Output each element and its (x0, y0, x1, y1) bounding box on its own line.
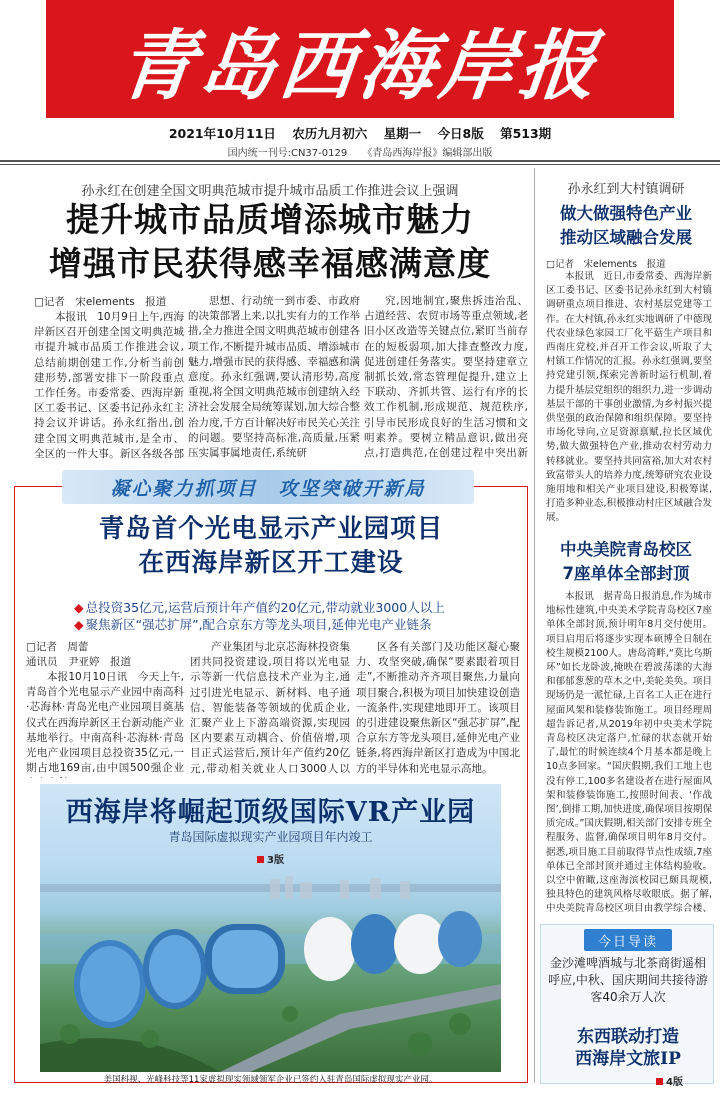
bullet-2-text: 聚焦新区“强芯扩屏”,配合京东方等龙头项目,延伸光电产业链条 (85, 617, 432, 632)
lead-column-3 (364, 294, 528, 462)
bullet-1-text: 总投资35亿元,运营后预计年产值约20亿元,带动就业3000人以上 (85, 600, 445, 615)
weekday: 星期一 (383, 126, 422, 141)
lead-byline (34, 294, 176, 309)
right-headline-line1: 做大做强特色产业 (560, 204, 692, 223)
diamond-icon: ◆ (74, 600, 84, 615)
square-icon (656, 1078, 663, 1085)
lead-column-2 (188, 294, 360, 462)
story2-headline[interactable] (14, 512, 528, 580)
story2-column-2 (190, 640, 350, 778)
date: 2021年10月11日 (168, 126, 276, 141)
right-headline-line2: 推动区域融合发展 (560, 228, 692, 247)
story2-bullet-1 (74, 598, 445, 616)
today-headline-line2: 西海岸文旅IP (575, 1049, 681, 1069)
lead-col1-text: 本报讯 10月9日上午,西海岸新区召开创建全国文明典范城市提升城市品质工作推进会议,总结前期创建工作,分析当前创建形势,部署安排下一阶段重点工作任务。市委常委、西海岸新区工委书记、区委书记孙永红主持会议并讲话。孙永红指出,创建全国文明典范城市,是全市、全区的一件大事。新区各级各部 (34, 311, 184, 460)
lead-headline-line2: 增强市民获得感幸福感满意度 (49, 244, 491, 283)
today-guide-tag: 今日导读 (584, 929, 672, 951)
story2-column-1 (26, 670, 184, 778)
photo-title[interactable]: 西海岸将崛起顶级国际VR产业园 (65, 797, 476, 828)
story2-byline (26, 640, 176, 668)
lead-col3-text: 究,因地制宜,聚焦拆违治乱、占道经营、农贸市场等重点领域,老旧小区改造等关键点位,紧盯当前存在的短板弱项,加大排查整改力度,促进创建任务落实。要坚持建章立制抓长效,常态管理促提升,建立上下联动、齐抓共管、运行有序的长效工作机制,形成规范、规范秩序,引导市民形成良好的生活习惯和文明素养。要树立精品意识,做出亮点,打造典范,在创建过程中突出新 (364, 295, 528, 460)
right-byline (546, 256, 674, 270)
page-count: 今日8版 (437, 126, 484, 141)
masthead-title: 青岛西海岸报 (114, 20, 605, 110)
story2-col1-text: 本报10月10日讯 今天上午,青岛首个光电显示产业园中南高科·芯海林·青岛光电产业园项目奠基仪式在西海岸新区王台新动能产业基地举行。中南高科·芯海林·青岛光电产业园项目总投资35亿元,一期占地169亩,由中国500强企业 (26, 671, 184, 775)
dateline-publication (46, 144, 674, 159)
right-headline[interactable] (540, 202, 712, 250)
lead-col2-text: 思想、行动统一到市委、市政府的决策部署上来,以扎实有力的工作举措,全力推进全国文明典范城市创建各项工作,不断提升城市品质、增添城市魅力,增强市民的获得感、幸福感和满意度。孙永红强调,要认清形势,高度重视,将全国文明典范城市创建纳入经济社会发展全局统筹谋划,加大综合整治力度,千方百计解决好市民关心关注的问题。要坚持高标准,高质量,压紧压实属事属地责任,系统研 (188, 295, 360, 460)
dateline (46, 124, 674, 142)
lead-headline[interactable] (10, 198, 530, 286)
right-story2-body (546, 590, 712, 916)
right-story2-text: 本报讯 据青岛日报消息,作为城市地标性建筑,中央美术学院青岛校区7座单体全部封顶,预计明年8月交付使用。项目启用后将逐步实现本硕博全日制在校生规模2100人。唐岛湾畔,“莫比乌斯环”如长龙卧波,掩映在碧波荡漾的大海和郁郁葱葱的草木之中,美轮美奂。项目现场仍是一派忙碌,上百名工人正在进行屋面风架和装修装饰施工。项目经理周超告诉记者,从2019年初中央美术学院青岛校区决定落户,忙碌的状态就开始了,最忙的时候连续4个月基本都是晚上10点多回家。“国庆假期,我们工地上也没有停工,100多名建设者在进行屋面风架和装修装饰施工,按照时间表、‘作战图’,倒排工期,加快进度,确保项目按期保质完成。”国庆假期,相关部门安排专班全程服务、监督,确保项目明年8月交付。据悉,项目施工目前取得节点性成绩,7座单体已全部封顶并通过主体结构验收。以空中俯瞰,这座海滨校园已颇具规模,独具特色的建筑风格尽收眼底。据了解,中央美院青岛校区项目由教学综合楼、 (546, 591, 712, 915)
today-page-ref[interactable] (656, 1073, 683, 1088)
header-rule (0, 160, 720, 162)
story2-byline-1: □记者 周蕾 (26, 641, 89, 653)
right-headline2-line1: 中央美院青岛校区 (560, 540, 692, 559)
lead-byline-text: □记者 宋elements 报道 (34, 296, 167, 308)
photo-caption: 美国科视、光峰科技等11家虚拟现实领域领军企业已签约入驻青岛国际虚拟现实产业园。 (103, 1075, 438, 1085)
right-headline2-line2: 7座单体全部封顶 (562, 564, 690, 583)
story2-col3-text: 区各有关部门及功能区凝心聚力、攻坚突破,确保“要素跟着项目走”,不断推动齐齐项目聚焦,力量向项目聚合,积极为项目加快建设创造一流条件,实现建地即开工。该项目的引进建设聚焦新区“强芯扩屏”,配合京东方等龙头项目,延伸光电产业链条,将西海岸新区打造成为中国北方的半导体和光电显示高地。 (356, 641, 520, 775)
today-ref-text: 4版 (666, 1077, 683, 1088)
square-icon (257, 856, 264, 863)
lead-column-1 (34, 310, 184, 462)
today-guide-headline[interactable] (548, 1026, 708, 1070)
banner-text: 凝心聚力抓项目 攻坚突破开新局 (110, 477, 426, 500)
today-headline-line1: 东西联动打造 (577, 1027, 679, 1047)
story2-col2-text: 产业集团与北京芯海林投资集团共同投资建设,项目将以光电显示等新一代信息技术产业为主,通过引进光电显示、新材料、电子通信、智能装备等领域的优质企业,汇聚产业上下游高端资源,实现园区内要素互动耦合、价值倍增,项目正式运营后,预计年产值约20亿元,带动相关就业人口3000人以 (190, 641, 350, 775)
story2-column-3 (356, 640, 520, 778)
right-byline-text: □记者 宋elements 报道 (546, 259, 666, 270)
photo-page-ref[interactable] (40, 851, 501, 866)
right-headline-2[interactable] (540, 538, 712, 586)
column-divider (534, 168, 535, 1083)
story2-headline-line2: 在西海岸新区开工建设 (138, 548, 404, 578)
right-story1-body (546, 270, 712, 532)
banner (62, 470, 474, 504)
today-guide-summary: 金沙滩啤酒城与北茶商街遥相呼应,中秋、国庆期间共接待游客40余万人次 (548, 956, 708, 1004)
header-rule-thin (0, 164, 720, 165)
publisher: 《青岛西海岸报》编辑部出版 (362, 148, 493, 159)
cn-number: 国内统一刊号:CN37-0129 (227, 148, 348, 159)
right-kicker[interactable]: 孙永红到大村镇调研 (567, 182, 685, 197)
right-story1-text: 本报讯 近日,市委常委、西海岸新区工委书记、区委书记孙永红到大村镇调研重点项目推进、农村基层党建等工作。在大村镇,孙永红实地调研了中德现代农业绿色家园工厂化平菇生产项目和西南庄党校,并召开工作会议,听取了大村镇工作情况的汇报。孙永红强调,要坚持党建引领,探索完善新时运行机制,着力提升基层党组织的组织力,进一步调动基层干部的干事创业激情,为乡村振兴提供坚强的政治保障和组织保障。要坚持市场化导向,立足资源禀赋,拉长区域优势,做大做强特色产业,推动农村劳动力转移就业。要坚持共同富裕,加大对农村致富带头人的培养力度,统筹研究农业设施用地和相关产业项目建设,积极筹谋,打造多种业态,积极推动村庄区域融合发展。 (546, 271, 712, 524)
photo-subtitle: 青岛国际虚拟现实产业园项目年内竣工 (168, 830, 373, 844)
masthead (46, 0, 674, 118)
photo-ref-text: 3版 (267, 855, 284, 866)
story2-byline-2: 通讯员 尹亚婷 报道 (26, 656, 131, 668)
issue-number: 第513期 (500, 126, 552, 141)
diamond-icon: ◆ (74, 617, 84, 632)
lead-kicker[interactable]: 孙永红在创建全国文明典范城市提升城市品质工作推进会议上强调 (81, 184, 459, 199)
lunar-date: 农历九月初六 (292, 126, 368, 141)
story2-headline-line1: 青岛首个光电显示产业园项目 (98, 514, 444, 544)
story2-bullet-2 (74, 615, 432, 633)
lead-headline-line1: 提升城市品质增添城市魅力 (66, 200, 474, 239)
